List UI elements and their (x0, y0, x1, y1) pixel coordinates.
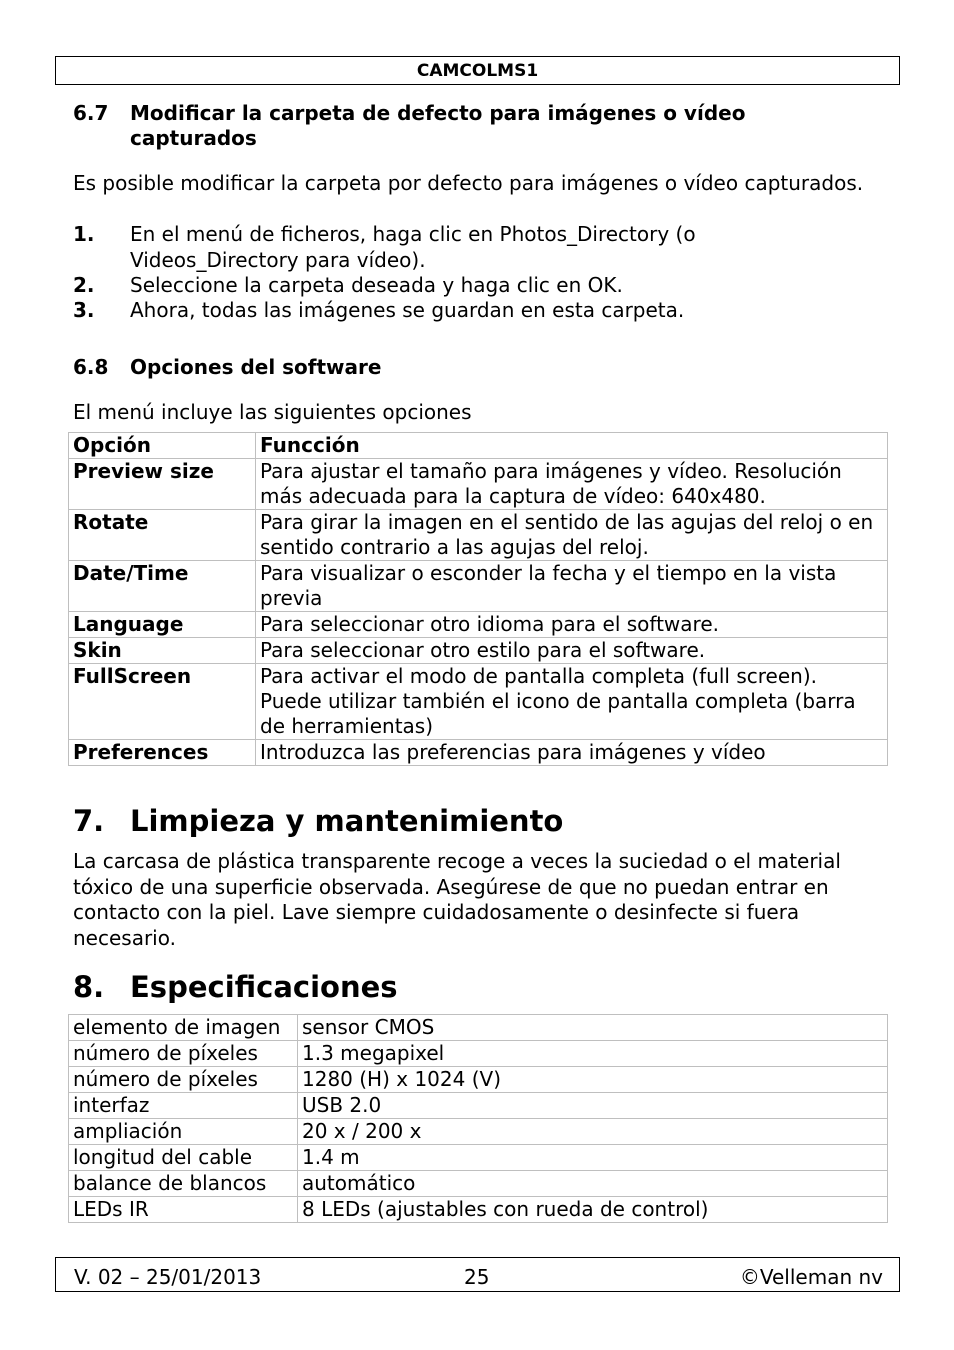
software-options-table (68, 432, 888, 766)
spec-label: número de píxeles (69, 1041, 298, 1067)
option-function: Introduzca las preferencias para imágenes y vídeo (256, 740, 888, 766)
section-title: Especificaciones (130, 970, 398, 1004)
list-text: Ahora, todas las imágenes se guardan en esta carpeta. (130, 298, 685, 322)
page-header (55, 56, 900, 85)
list-text: Seleccione la carpeta deseada y haga clic en OK. (130, 273, 623, 297)
table-row (69, 1119, 888, 1145)
section-number: 6.8 (73, 355, 109, 379)
table-row (69, 1067, 888, 1093)
option-name: Skin (69, 638, 256, 664)
table-row (69, 638, 888, 664)
table-row (69, 1015, 888, 1041)
spec-value: 1.3 megapixel (298, 1041, 888, 1067)
table-header-cell: Opción (69, 433, 256, 459)
page-footer (55, 1257, 900, 1292)
list-number: 1. (73, 222, 95, 246)
footer-copyright: ©Velleman nv (739, 1265, 883, 1289)
page-number: 25 (464, 1265, 490, 1289)
footer-version: V. 02 – 25/01/2013 (74, 1265, 262, 1289)
option-function: Para girar la imagen en el sentido de las agujas del reloj o en sentido contrario a las agujas del reloj. (256, 510, 888, 561)
section-number: 6.7 (73, 101, 109, 125)
spec-value: automático (298, 1171, 888, 1197)
table-row (69, 612, 888, 638)
section-number: 7. (73, 804, 105, 838)
spec-value: 20 x / 200 x (298, 1119, 888, 1145)
table-row (69, 1041, 888, 1067)
table-row (69, 1145, 888, 1171)
header-model: CAMCOLMS1 (416, 61, 539, 81)
section-title: Limpieza y mantenimiento (130, 804, 564, 838)
option-name: Preferences (69, 740, 256, 766)
option-function: Para seleccionar otro idioma para el software. (256, 612, 888, 638)
table-header-row (69, 433, 888, 459)
table-row (69, 740, 888, 766)
option-name: Preview size (69, 459, 256, 510)
list-number: 2. (73, 273, 95, 297)
section-7-body: La carcasa de plástica transparente recoge a veces la suciedad o el material tóxico de una superficie observada. Asegúrese de que no puedan entrar en contacto con la piel. Lave siempre cuidadosamente o desinfecte si fuera necesario. (73, 849, 841, 950)
table-row (69, 1171, 888, 1197)
table-row (69, 561, 888, 612)
option-function: Para seleccionar otro estilo para el software. (256, 638, 888, 664)
spec-label: ampliación (69, 1119, 298, 1145)
table-row (69, 510, 888, 561)
list-text: En el menú de ficheros, haga clic en Photos_Directory (o Videos_Directory para vídeo). (130, 222, 696, 272)
spec-label: elemento de imagen (69, 1015, 298, 1041)
specifications-table (68, 1014, 888, 1223)
spec-label: LEDs IR (69, 1197, 298, 1223)
option-name: Date/Time (69, 561, 256, 612)
option-function: Para activar el modo de pantalla completa (full screen). Puede utilizar también el icono de pantalla completa (barra de herramientas) (256, 664, 888, 740)
spec-value: sensor CMOS (298, 1015, 888, 1041)
table-header-cell: Funcción (256, 433, 888, 459)
option-function: Para ajustar el tamaño para imágenes y vídeo. Resolución más adecuada para la captura de vídeo: 640x480. (256, 459, 888, 510)
option-name: FullScreen (69, 664, 256, 740)
spec-value: 1.4 m (298, 1145, 888, 1171)
option-name: Language (69, 612, 256, 638)
section-6-8-intro: El menú incluye las siguientes opciones (73, 400, 472, 424)
spec-label: balance de blancos (69, 1171, 298, 1197)
option-name: Rotate (69, 510, 256, 561)
spec-label: longitud del cable (69, 1145, 298, 1171)
spec-value: 8 LEDs (ajustables con rueda de control) (298, 1197, 888, 1223)
option-function: Para visualizar o esconder la fecha y el tiempo en la vista previa (256, 561, 888, 612)
section-number: 8. (73, 970, 105, 1004)
spec-value: 1280 (H) x 1024 (V) (298, 1067, 888, 1093)
section-title: Modificar la carpeta de defecto para imágenes o vídeo capturados (130, 101, 746, 150)
spec-label: interfaz (69, 1093, 298, 1119)
spec-value: USB 2.0 (298, 1093, 888, 1119)
table-row (69, 1197, 888, 1223)
section-title: Opciones del software (130, 355, 382, 379)
table-row (69, 459, 888, 510)
table-row (69, 1093, 888, 1119)
section-6-7-intro: Es posible modificar la carpeta por defecto para imágenes o vídeo capturados. (73, 171, 864, 195)
table-row (69, 664, 888, 740)
list-number: 3. (73, 298, 95, 322)
spec-label: número de píxeles (69, 1067, 298, 1093)
